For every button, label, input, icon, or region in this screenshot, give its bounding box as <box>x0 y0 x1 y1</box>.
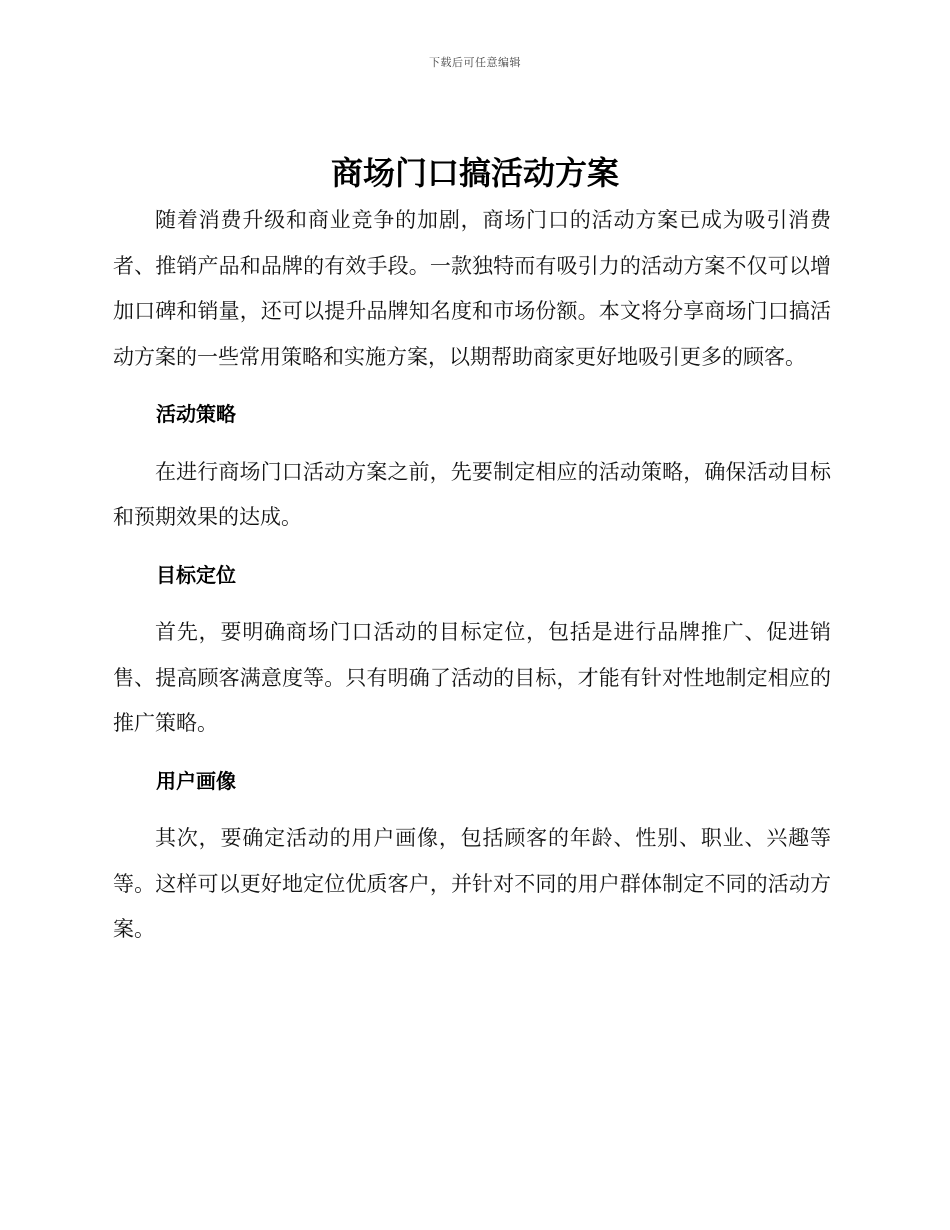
intro-paragraph: 随着消费升级和商业竞争的加剧，商场门口的活动方案已成为吸引消费者、推销产品和品牌的有效手段。一款独特而有吸引力的活动方案不仅可以增加口碑和销量，还可以提升品牌知名度和市场份额。本文将分享商场门口搞活动方案的一些常用策略和实施方案，以期帮助商家更好地吸引更多的顾客。 <box>113 208 831 369</box>
document-body <box>113 198 831 953</box>
document-title: 商场门口搞活动方案 <box>330 154 619 192</box>
page-header: 下载后可任意编辑 <box>429 56 521 69</box>
section-spacer <box>113 804 831 816</box>
section-heading-persona: 用户画像 <box>156 768 236 793</box>
section-body-persona: 其次，要确定活动的用户画像，包括顾客的年龄、性别、职业、兴趣等等。这样可以更好地定位优质客户，并针对不同的用户群体制定不同的活动方案。 <box>113 826 831 941</box>
section-spacer <box>113 438 831 450</box>
section-spacer <box>113 380 831 392</box>
section-spacer <box>113 747 831 759</box>
section-body-strategy: 在进行商场门口活动方案之前，先要制定相应的活动策略，确保活动目标和预期效果的达成。 <box>113 459 831 529</box>
section-body-target: 首先，要明确商场门口活动的目标定位，包括是进行品牌推广、促进销售、提高顾客满意度等。只有明确了活动的目标，才能有针对性地制定相应的推广策略。 <box>113 620 831 735</box>
section-spacer <box>113 598 831 610</box>
section-spacer <box>113 541 831 553</box>
section-heading-strategy: 活动策略 <box>156 402 236 426</box>
section-heading-target: 目标定位 <box>156 562 236 587</box>
